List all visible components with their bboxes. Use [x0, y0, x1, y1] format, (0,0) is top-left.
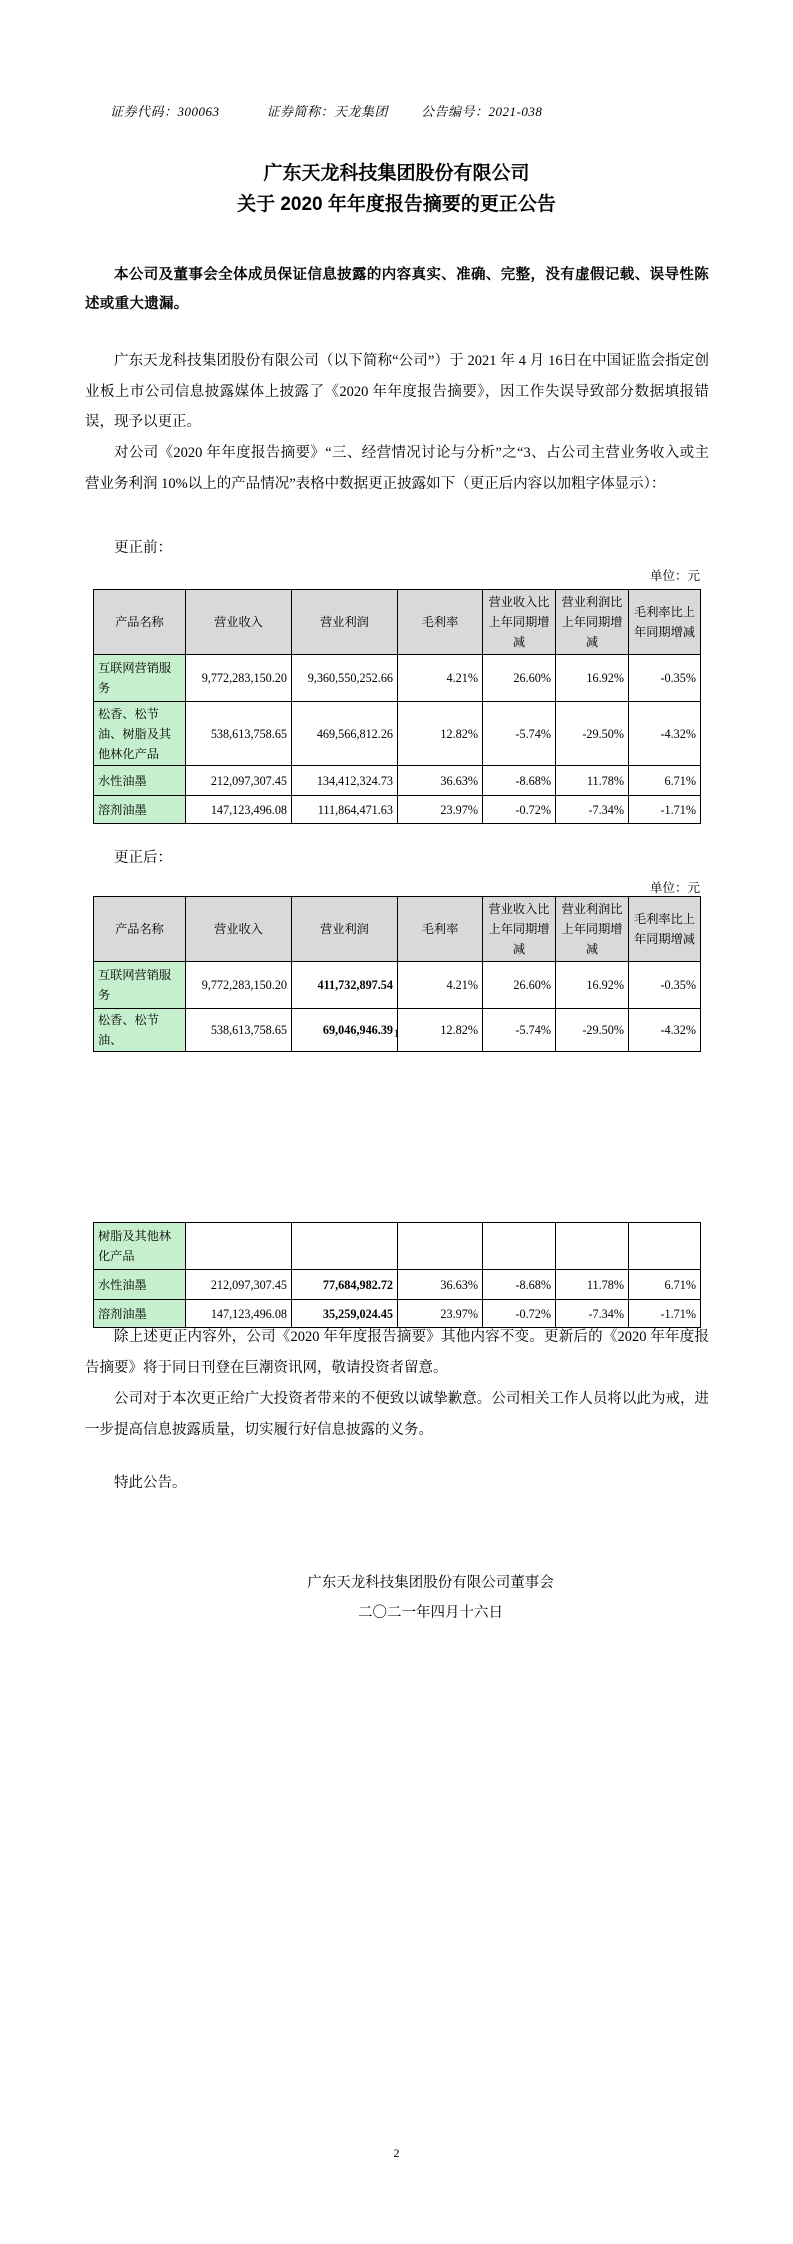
signature-company: 广东天龙科技集团股份有限公司董事会: [307, 1575, 554, 1591]
table-header-row: [94, 590, 701, 655]
col-header-margin-yoy: 毛利率比上年同期增减: [629, 897, 701, 962]
margin-cell: 4.21%: [398, 962, 483, 1009]
col-header-profit: 营业利润: [292, 897, 398, 962]
profit-yoy-cell: -7.34%: [556, 1300, 629, 1328]
table-row: [94, 702, 701, 766]
revenue-yoy-cell: [483, 1223, 556, 1270]
profit-cell-corrected: 69,046,946.39: [292, 1009, 398, 1052]
margin-yoy-cell: [629, 1223, 701, 1270]
revenue-cell: [186, 1223, 292, 1270]
table-row: [94, 962, 701, 1009]
signature-date: 二〇二一年四月十六日: [358, 1605, 503, 1621]
revenue-cell: 147,123,496.08: [186, 796, 292, 824]
profit-cell-corrected: 35,259,024.45: [292, 1300, 398, 1328]
margin-yoy-cell: -0.35%: [629, 655, 701, 702]
revenue-yoy-cell: -5.74%: [483, 702, 556, 766]
revenue-cell: 147,123,496.08: [186, 1300, 292, 1328]
col-header-product: 产品名称: [94, 590, 186, 655]
paragraph-other-unchanged: 除上述更正内容外，公司《2020 年年度报告摘要》其他内容不变。更新后的《2020 年年度报告摘要》将于同日刊登在巨潮资讯网，敬请投资者留意。: [85, 1329, 709, 1376]
title-line-2: 关于 2020 年年度报告摘要的更正公告: [237, 194, 556, 215]
col-header-profit-yoy: 营业利润比上年同期增减: [556, 897, 629, 962]
profit-yoy-cell: -7.34%: [556, 796, 629, 824]
table-before-correction: [93, 589, 701, 824]
margin-yoy-cell: -1.71%: [629, 796, 701, 824]
col-header-revenue-yoy: 营业收入比上年同期增减: [483, 590, 556, 655]
revenue-yoy-cell: 26.60%: [483, 655, 556, 702]
unit-label-before: 单位：元: [649, 569, 700, 583]
paragraph-correction-intro: 广东天龙科技集团股份有限公司（以下简称“公司”）于 2021 年 4 月 16日在中国证监会指定创业板上市公司信息披露媒体上披露了《2020 年年度报告摘要》，因工作失误导致部分数据填报错误，现予以更正。: [85, 353, 709, 430]
revenue-cell: 538,613,758.65: [186, 1009, 292, 1052]
paragraph-apology: 公司对于本次更正给广大投资者带来的不便致以诚挚歉意。公司相关工作人员将以此为戒，进一步提高信息披露质量，切实履行好信息披露的义务。: [85, 1391, 709, 1438]
margin-yoy-cell: 6.71%: [629, 766, 701, 796]
profit-cell-corrected: 411,732,897.54: [292, 962, 398, 1009]
margin-yoy-cell: -0.35%: [629, 962, 701, 1009]
product-cell: 水性油墨: [94, 766, 186, 796]
revenue-cell: 212,097,307.45: [186, 766, 292, 796]
document-meta-row: [110, 101, 733, 120]
revenue-yoy-cell: -8.68%: [483, 766, 556, 796]
revenue-yoy-cell: -0.72%: [483, 1300, 556, 1328]
revenue-yoy-cell: -0.72%: [483, 796, 556, 824]
stock-code: 证券代码：300063: [110, 104, 220, 119]
profit-cell: 9,360,550,252.66: [292, 655, 398, 702]
revenue-cell: 9,772,283,150.20: [186, 962, 292, 1009]
col-header-profit-yoy: 营业利润比上年同期增减: [556, 590, 629, 655]
col-header-revenue: 营业收入: [186, 897, 292, 962]
page-number-1: 1: [393, 1026, 400, 1040]
profit-yoy-cell: [556, 1223, 629, 1270]
profit-yoy-cell: 11.78%: [556, 1270, 629, 1300]
product-cell: 互联网营销服务: [94, 962, 186, 1009]
margin-cell: 23.97%: [398, 796, 483, 824]
col-header-revenue-yoy: 营业收入比上年同期增减: [483, 897, 556, 962]
product-cell: 溶剂油墨: [94, 1300, 186, 1328]
profit-yoy-cell: 11.78%: [556, 766, 629, 796]
profit-cell-corrected: 77,684,982.72: [292, 1270, 398, 1300]
table-after-correction-page2: [93, 1222, 701, 1328]
table-row: [94, 796, 701, 824]
product-cell: 树脂及其他林化产品: [94, 1223, 186, 1270]
stock-abbr: 证券简称：天龙集团: [266, 104, 389, 119]
margin-cell: 36.63%: [398, 766, 483, 796]
product-cell: 水性油墨: [94, 1270, 186, 1300]
profit-cell: 469,566,812.26: [292, 702, 398, 766]
product-cell: 溶剂油墨: [94, 796, 186, 824]
label-before-correction: 更正前：: [114, 540, 172, 556]
document-title: [0, 158, 793, 220]
margin-yoy-cell: -4.32%: [629, 1009, 701, 1052]
revenue-yoy-cell: -8.68%: [483, 1270, 556, 1300]
signature-block: [278, 1568, 583, 1628]
profit-cell: 134,412,324.73: [292, 766, 398, 796]
page-number-2: 2: [393, 2146, 400, 2160]
profit-yoy-cell: 16.92%: [556, 655, 629, 702]
revenue-cell: 9,772,283,150.20: [186, 655, 292, 702]
product-cell: 松香、松节油、树脂及其他林化产品: [94, 702, 186, 766]
unit-label-after: 单位：元: [649, 881, 700, 895]
col-header-revenue: 营业收入: [186, 590, 292, 655]
margin-yoy-cell: -4.32%: [629, 702, 701, 766]
profit-yoy-cell: -29.50%: [556, 702, 629, 766]
margin-cell: 4.21%: [398, 655, 483, 702]
col-header-margin-yoy: 毛利率比上年同期增减: [629, 590, 701, 655]
profit-cell: [292, 1223, 398, 1270]
table-row: [94, 1270, 701, 1300]
margin-cell: 36.63%: [398, 1270, 483, 1300]
paragraph-correction-scope: 对公司《2020 年年度报告摘要》“三、经营情况讨论与分析”之“3、占公司主营业务收入或主营业务利润 10%以上的产品情况”表格中数据更正披露如下（更正后内容以加粗字体显示）：: [85, 445, 709, 492]
revenue-cell: 538,613,758.65: [186, 702, 292, 766]
product-cell: 松香、松节油、: [94, 1009, 186, 1052]
table-row: [94, 655, 701, 702]
paragraph-hereby-announced: 特此公告。: [114, 1475, 187, 1491]
revenue-yoy-cell: 26.60%: [483, 962, 556, 1009]
table-header-row: [94, 897, 701, 962]
margin-cell: 12.82%: [398, 702, 483, 766]
title-line-1: 广东天龙科技集团股份有限公司: [263, 163, 530, 184]
margin-yoy-cell: -1.71%: [629, 1300, 701, 1328]
board-declaration: 本公司及董事会全体成员保证信息披露的内容真实、准确、完整，没有虚假记载、误导性陈述或重大遗漏。: [85, 267, 709, 312]
col-header-profit: 营业利润: [292, 590, 398, 655]
margin-cell: [398, 1223, 483, 1270]
margin-yoy-cell: 6.71%: [629, 1270, 701, 1300]
product-cell: 互联网营销服务: [94, 655, 186, 702]
margin-cell: 12.82%: [398, 1009, 483, 1052]
profit-cell: 111,864,471.63: [292, 796, 398, 824]
profit-yoy-cell: -29.50%: [556, 1009, 629, 1052]
col-header-margin: 毛利率: [398, 590, 483, 655]
announcement-number: 公告编号：2021-038: [421, 104, 543, 119]
table-row: [94, 1223, 701, 1270]
margin-cell: 23.97%: [398, 1300, 483, 1328]
revenue-yoy-cell: -5.74%: [483, 1009, 556, 1052]
col-header-product: 产品名称: [94, 897, 186, 962]
label-after-correction: 更正后：: [114, 850, 172, 866]
table-row: [94, 766, 701, 796]
col-header-margin: 毛利率: [398, 897, 483, 962]
revenue-cell: 212,097,307.45: [186, 1270, 292, 1300]
profit-yoy-cell: 16.92%: [556, 962, 629, 1009]
